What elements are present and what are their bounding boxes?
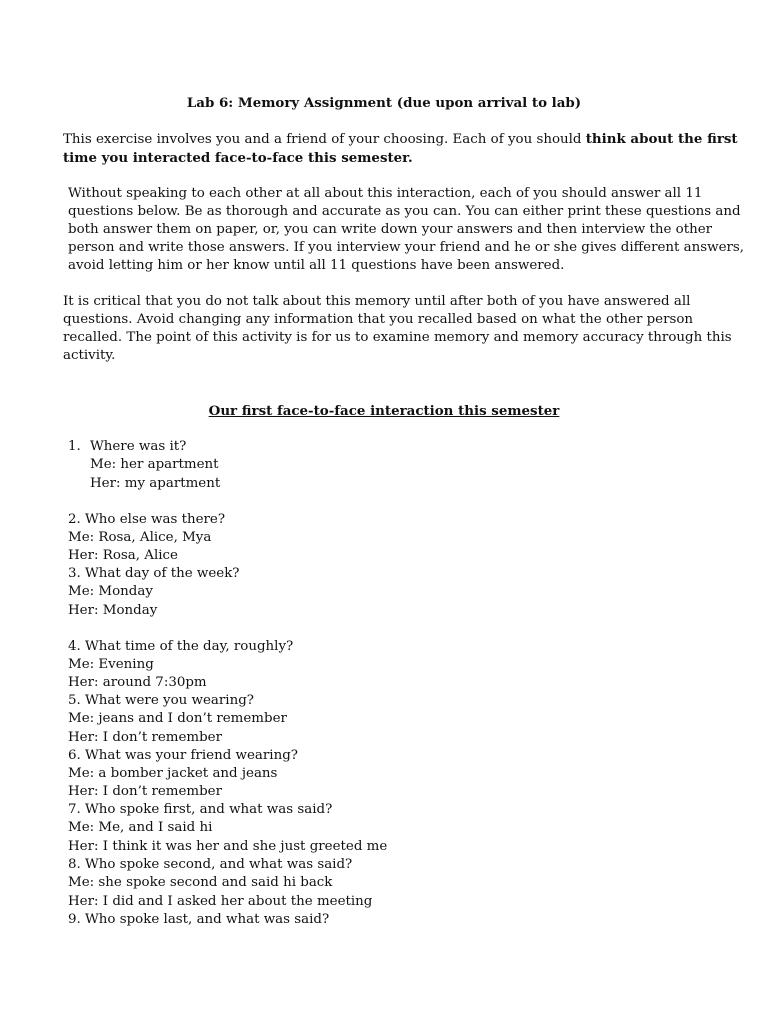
instructions-line: both answer them on paper, or, you can write down your answers and then interview the other bbox=[68, 222, 713, 237]
intro-emphasis: think about the first bbox=[585, 131, 738, 147]
qa-line: Her: around 7:30pm bbox=[68, 675, 207, 690]
qa-line: 9. Who spoke last, and what was said? bbox=[68, 912, 330, 927]
document-title: Lab 6: Memory Assignment (due upon arrival to lab) bbox=[186, 95, 582, 111]
qa-line: Me: Evening bbox=[68, 657, 154, 672]
qa-line: Her: Rosa, Alice bbox=[68, 548, 178, 563]
qa-line: Me: Monday bbox=[68, 584, 153, 599]
intro-text: This exercise involves you and a friend of your choosing. Each of you should bbox=[63, 132, 586, 147]
qa-line: Her: Monday bbox=[68, 603, 158, 618]
qa-line: Her: I think it was her and she just greeted me bbox=[68, 839, 388, 854]
qa-line: Me: jeans and I don’t remember bbox=[68, 711, 287, 726]
answer-me: Me: her apartment bbox=[90, 457, 219, 472]
intro-line-1 bbox=[63, 130, 738, 149]
qa-line: Her: I don’t remember bbox=[68, 784, 223, 799]
section-heading: Our first face-to-face interaction this semester bbox=[208, 403, 560, 419]
qa-line: 3. What day of the week? bbox=[68, 566, 240, 581]
instructions-line: avoid letting him or her know until all 11 questions have been answered. bbox=[68, 258, 565, 273]
qa-line: Me: a bomber jacket and jeans bbox=[68, 766, 278, 781]
qa-line: 4. What time of the day, roughly? bbox=[68, 639, 294, 654]
instructions-line: Without speaking to each other at all about this interaction, each of you should answer all 11 bbox=[68, 186, 703, 201]
qa-line: 8. Who spoke second, and what was said? bbox=[68, 857, 353, 872]
qa-line: 5. What were you wearing? bbox=[68, 693, 254, 708]
intro-line-2: time you interacted face-to-face this semester. bbox=[63, 150, 413, 166]
warning-line: questions. Avoid changing any information that you recalled based on what the other person bbox=[63, 312, 694, 327]
answer-her: Her: my apartment bbox=[90, 476, 221, 491]
qa-line: Her: I did and I asked her about the meeting bbox=[68, 894, 373, 909]
qa-line: 6. What was your friend wearing? bbox=[68, 748, 298, 763]
qa-line: Me: Rosa, Alice, Mya bbox=[68, 530, 212, 545]
qa-line: 2. Who else was there? bbox=[68, 512, 226, 527]
qa-line: Her: I don’t remember bbox=[68, 730, 223, 745]
warning-line: It is critical that you do not talk about this memory until after both of you have answered all bbox=[63, 294, 691, 309]
instructions-line: person and write those answers. If you interview your friend and he or she gives different answers, bbox=[68, 240, 745, 255]
qa-line: Me: she spoke second and said hi back bbox=[68, 875, 333, 890]
qa-line: Me: Me, and I said hi bbox=[68, 820, 213, 835]
question-number: 1. bbox=[68, 439, 81, 454]
instructions-line: questions below. Be as thorough and accurate as you can. You can either print these questions and bbox=[68, 204, 741, 219]
question-1: Where was it? bbox=[90, 439, 187, 454]
warning-line: activity. bbox=[63, 348, 116, 363]
warning-line: recalled. The point of this activity is for us to examine memory and memory accuracy through this bbox=[63, 330, 732, 345]
qa-line: 7. Who spoke first, and what was said? bbox=[68, 802, 333, 817]
